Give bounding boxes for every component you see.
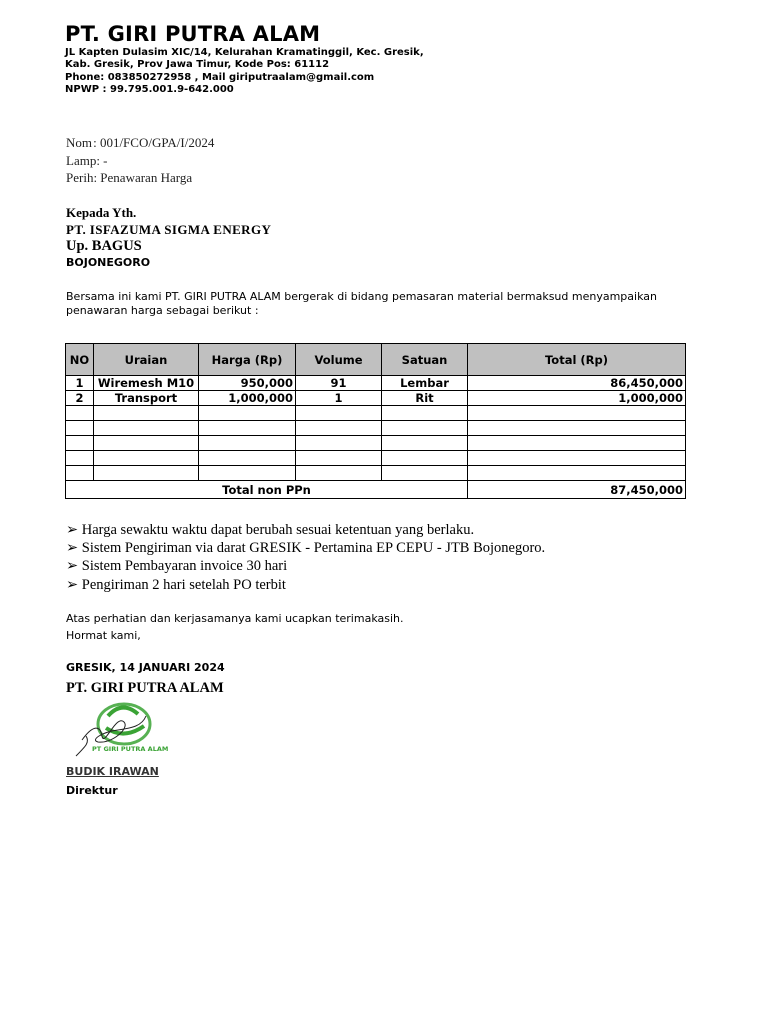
letter-meta (66, 134, 214, 187)
empty-row (66, 421, 686, 436)
cell-total: 1,000,000 (468, 391, 686, 406)
company-name: PT. GIRI PUTRA ALAM (65, 22, 321, 46)
total-row (66, 481, 686, 499)
recipient-attention: Up. BAGUS (66, 238, 142, 254)
price-table (65, 343, 686, 499)
cell-volume: 1 (296, 391, 382, 406)
recipient-city: BOJONEGORO (66, 256, 151, 269)
closing-thanks: Atas perhatian dan kerjasamanya kami ucapkan terimakasih. (66, 612, 404, 625)
cell-harga: 1,000,000 (199, 391, 296, 406)
table-header-row (66, 344, 686, 376)
col-header-volume: Volume (296, 344, 382, 376)
company-address (65, 47, 424, 96)
cell-no: 2 (66, 391, 94, 406)
cell-uraian: Transport (94, 391, 199, 406)
signer-title: Direktur (66, 784, 118, 797)
empty-row (66, 436, 686, 451)
empty-row (66, 466, 686, 481)
col-header-no: NO (66, 344, 94, 376)
intro-paragraph: Bersama ini kami PT. GIRI PUTRA ALAM bergerak di bidang pemasaran material bermaksud menyampaikan penawaran harga sebagai berikut : (66, 290, 657, 317)
table-row (66, 376, 686, 391)
cell-volume: 91 (296, 376, 382, 391)
cell-harga: 950,000 (199, 376, 296, 391)
letter-subject: Perih: Penawaran Harga (66, 170, 193, 185)
recipient-block (66, 204, 271, 270)
note-item: ➢ Pengiriman 2 hari setelah PO terbit (66, 576, 286, 593)
total-value: 87,450,000 (468, 481, 686, 499)
notes-list (66, 521, 545, 594)
recipient-company: PT. ISFAZUMA SIGMA ENERGY (66, 222, 272, 237)
note-item: ➢ Sistem Pembayaran invoice 30 hari (66, 558, 288, 575)
signer-name: BUDIK IRAWAN (66, 765, 159, 778)
address-line: JL Kapten Dulasim XIC/14, Kelurahan Kramatinggil, Kec. Gresik, (65, 47, 424, 58)
address-line: Kab. Gresik, Prov Jawa Timur, Kode Pos: 61112 (65, 59, 330, 71)
cell-total: 86,450,000 (468, 376, 686, 391)
empty-row (66, 451, 686, 466)
letter-number: Nom : 001/FCO/GPA/I/2024 (66, 135, 215, 150)
closing-regards: Hormat kami, (66, 629, 141, 642)
contact-line: Phone: 083850272958 , Mail giriputraalam@gmail.com (65, 71, 375, 83)
cell-satuan: Rit (382, 391, 468, 406)
col-header-satuan: Satuan (382, 344, 468, 376)
col-header-harga: Harga (Rp) (199, 344, 296, 376)
npwp-line: NPWP : 99.795.001.9-642.000 (65, 83, 234, 95)
letter-attachment: Lamp: - (66, 152, 108, 168)
company-stamp-logo (72, 696, 182, 776)
col-header-uraian: Uraian (94, 344, 199, 376)
signature-company: PT. GIRI PUTRA ALAM (66, 680, 224, 696)
stamp-text: PT GIRI PUTRA ALAM (92, 745, 169, 753)
cell-no: 1 (66, 376, 94, 391)
total-label: Total non PPn (66, 481, 468, 499)
col-header-total: Total (Rp) (468, 344, 686, 376)
empty-row (66, 406, 686, 421)
cell-uraian: Wiremesh M10 (94, 376, 199, 391)
note-item: ➢ Harga sewaktu waktu dapat berubah sesuai ketentuan yang berlaku. (66, 522, 475, 538)
place-date: GRESIK, 14 JANUARI 2024 (66, 661, 225, 674)
recipient-greeting: Kepada Yth. (66, 205, 137, 220)
cell-satuan: Lembar (382, 376, 468, 391)
note-item: ➢ Sistem Pengiriman via darat GRESIK - Pertamina EP CEPU - JTB Bojonegoro. (66, 540, 546, 557)
table-row (66, 391, 686, 406)
closing-block (66, 610, 404, 644)
